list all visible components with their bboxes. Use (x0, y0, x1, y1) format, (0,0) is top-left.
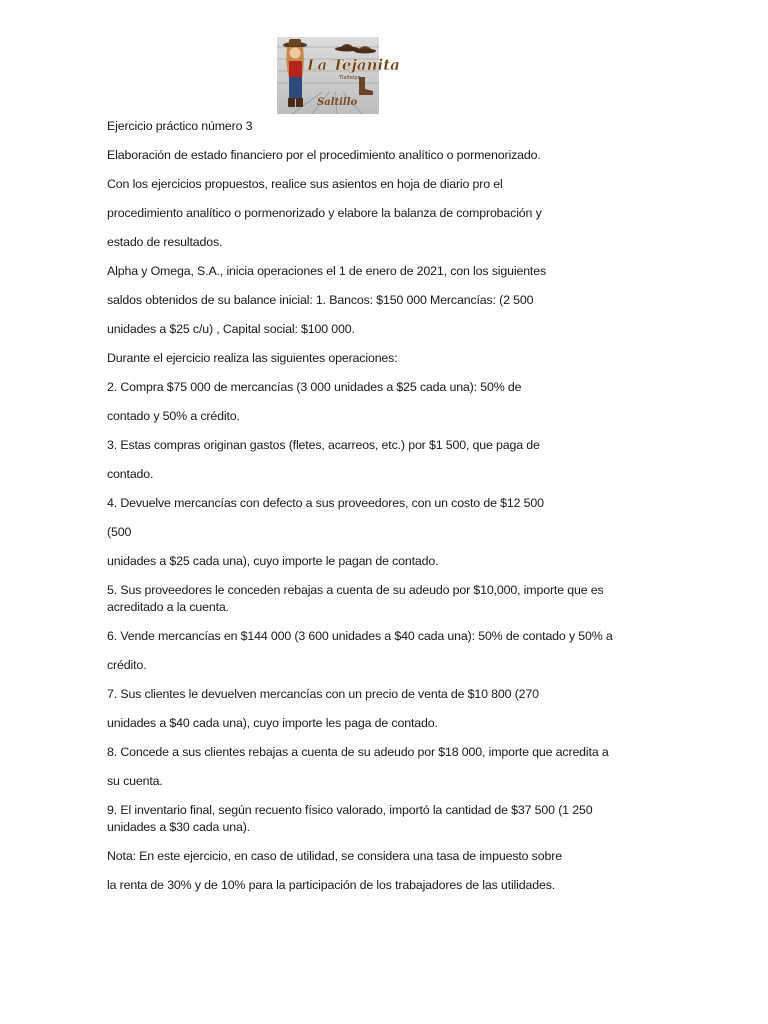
operation-5: 5. Sus proveedores le conceden rebajas a cuenta de su adeudo por $10,000, importe que es acreditado a la cuenta. (107, 583, 604, 614)
company-intro-line-1: Alpha y Omega, S.A., inicia operaciones el 1 de enero de 2021, con los siguientes (107, 264, 547, 278)
operation-7-line-2: unidades a $40 cada una), cuyo importe les paga de contado. (107, 716, 438, 730)
company-intro-line-2: saldos obtenidos de su balance inicial: 1. Bancos: $150 000 Mercancías: (2 500 (107, 293, 534, 307)
operation-6-line-1: 6. Vende mercancías en $144 000 (3 600 unidades a $40 cada una): 50% de contado y 50% a (107, 629, 613, 643)
exercise-subtitle: Elaboración de estado financiero por el procedimiento analítico o pormenorizado. (107, 148, 541, 162)
city-lettering: Saltillo (317, 97, 358, 108)
note-line-1: Nota: En este ejercicio, en caso de utilidad, se considera una tasa de impuesto sobre (107, 849, 562, 863)
operation-7-line-1: 7. Sus clientes le devuelven mercancías con un precio de venta de $10 800 (270 (107, 687, 539, 701)
instructions-line-1: Con los ejercicios propuestos, realice sus asientos en hoja de diario pro el (107, 177, 503, 191)
operation-3-line-1: 3. Estas compras originan gastos (fletes, acarreos, etc.) por $1 500, que paga de (107, 438, 540, 452)
operation-2-line-1: 2. Compra $75 000 de mercancías (3 000 unidades a $25 cada una): 50% de (107, 380, 522, 394)
operation-9: 9. El inventario final, según recuento físico valorado, importó la cantidad de $37 500 (1 250 unidades a $30 cada una). (107, 803, 593, 834)
operations-heading: Durante el ejercicio realiza las siguientes operaciones: (107, 351, 398, 365)
brand-lettering: La Tejanita (307, 56, 400, 74)
exercise-title: Ejercicio práctico número 3 (107, 119, 253, 133)
note-line-2: la renta de 30% y de 10% para la participación de los trabajadores de las utilidades. (107, 878, 556, 892)
instructions-line-3: estado de resultados. (107, 235, 223, 249)
instructions-line-2: procedimiento analítico o pormenorizado y elabore la balanza de comprobación y (107, 206, 542, 220)
operation-8-line-1: 8. Concede a sus clientes rebajas a cuenta de su adeudo por $18 000, importe que acredita a (107, 745, 609, 759)
operation-2-line-2: contado y 50% a crédito. (107, 409, 240, 423)
operation-4-line-2: (500 (107, 525, 132, 539)
operation-6-line-2: crédito. (107, 658, 147, 672)
company-intro-line-3: unidades a $25 c/u) , Capital social: $100 000. (107, 322, 355, 336)
operation-4-line-3: unidades a $25 cada una), cuyo importe le pagan de contado. (107, 554, 439, 568)
la-tejanita-logo (277, 37, 400, 114)
operation-8-line-2: su cuenta. (107, 774, 163, 788)
document-body (107, 118, 642, 893)
operation-4-line-1: 4. Devuelve mercancías con defecto a sus proveedores, con un costo de $12 500 (107, 496, 544, 510)
brand-small-lettering: Tlaltelpa (339, 75, 361, 81)
operation-3-line-2: contado. (107, 467, 154, 481)
